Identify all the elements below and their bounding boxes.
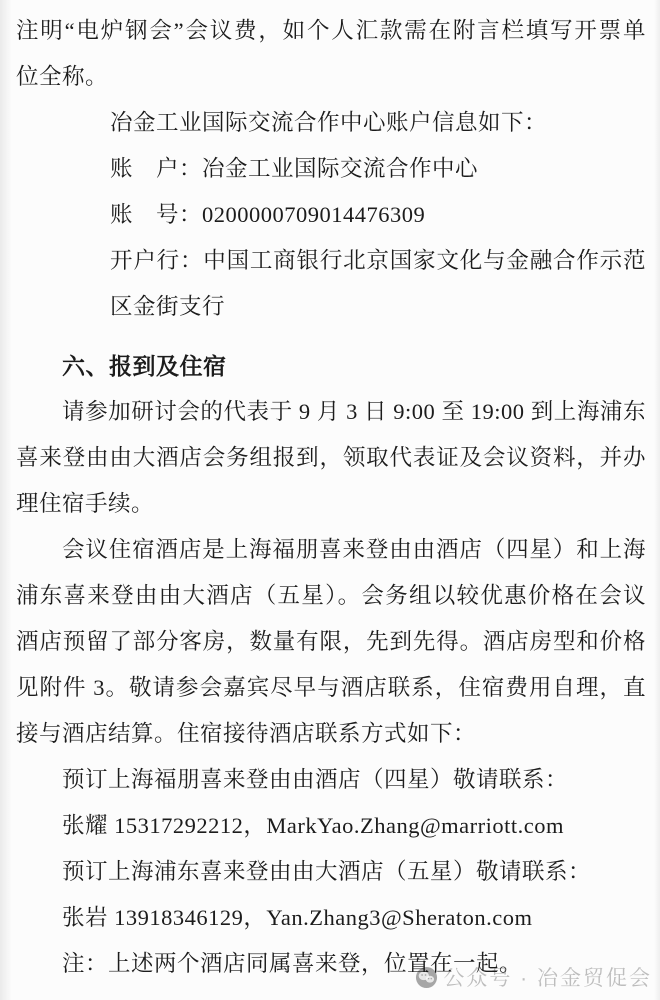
- document-line: 账 户：冶金工业国际交流合作中心: [110, 156, 479, 181]
- document-line: 预订上海福朋喜来登由由酒店（四星）敬请联系：: [62, 767, 569, 792]
- document-line: 张耀 15317292212，MarkYao.Zhang@marriott.com: [62, 813, 565, 838]
- watermark-label: 公众号 · 冶金贸促会: [443, 967, 652, 990]
- document-line: 酒店预留了部分客房，数量有限，先到先得。酒店房型和价格: [16, 629, 646, 654]
- document-line: 位全称。: [16, 64, 109, 89]
- document-line: 开户行：中国工商银行北京国家文化与金融合作示范: [110, 248, 646, 273]
- document-line: 接与酒店结算。住宿接待酒店联系方式如下：: [16, 721, 477, 746]
- document-line: 理住宿手续。: [16, 491, 155, 516]
- document-line: 请参加研讨会的代表于 9 月 3 日 9:00 至 19:00 到上海浦东: [62, 399, 646, 424]
- section-heading: 六、报到及住宿: [62, 353, 227, 379]
- document-line: 见附件 3。敬请参会嘉宾尽早与酒店联系，住宿费用自理，直: [16, 675, 646, 700]
- document-line: 账 号：0200000709014476309: [110, 202, 426, 227]
- document-line: 注：上述两个酒店同属喜来登，位置在一起。: [62, 951, 523, 976]
- document-line: 浦东喜来登由由大酒店（五星）。会务组以较优惠价格在会议: [16, 583, 646, 608]
- document-line: 会议住宿酒店是上海福朋喜来登由由酒店（四星）和上海: [62, 537, 646, 562]
- document-line: 张岩 13918346129，Yan.Zhang3@Sheraton.com: [62, 905, 533, 930]
- document-body: [16, 8, 646, 987]
- document-line: 注明“电炉钢会”会议费，如个人汇款需在附言栏填写开票单: [16, 18, 646, 43]
- document-line: 区金街支行: [110, 294, 226, 319]
- document-line: 预订上海浦东喜来登由由大酒店（五星）敬请联系：: [62, 859, 592, 884]
- document-line: 喜来登由由大酒店会务组报到，领取代表证及会议资料，并办: [16, 445, 646, 470]
- document-line: 冶金工业国际交流合作中心账户信息如下：: [110, 110, 548, 135]
